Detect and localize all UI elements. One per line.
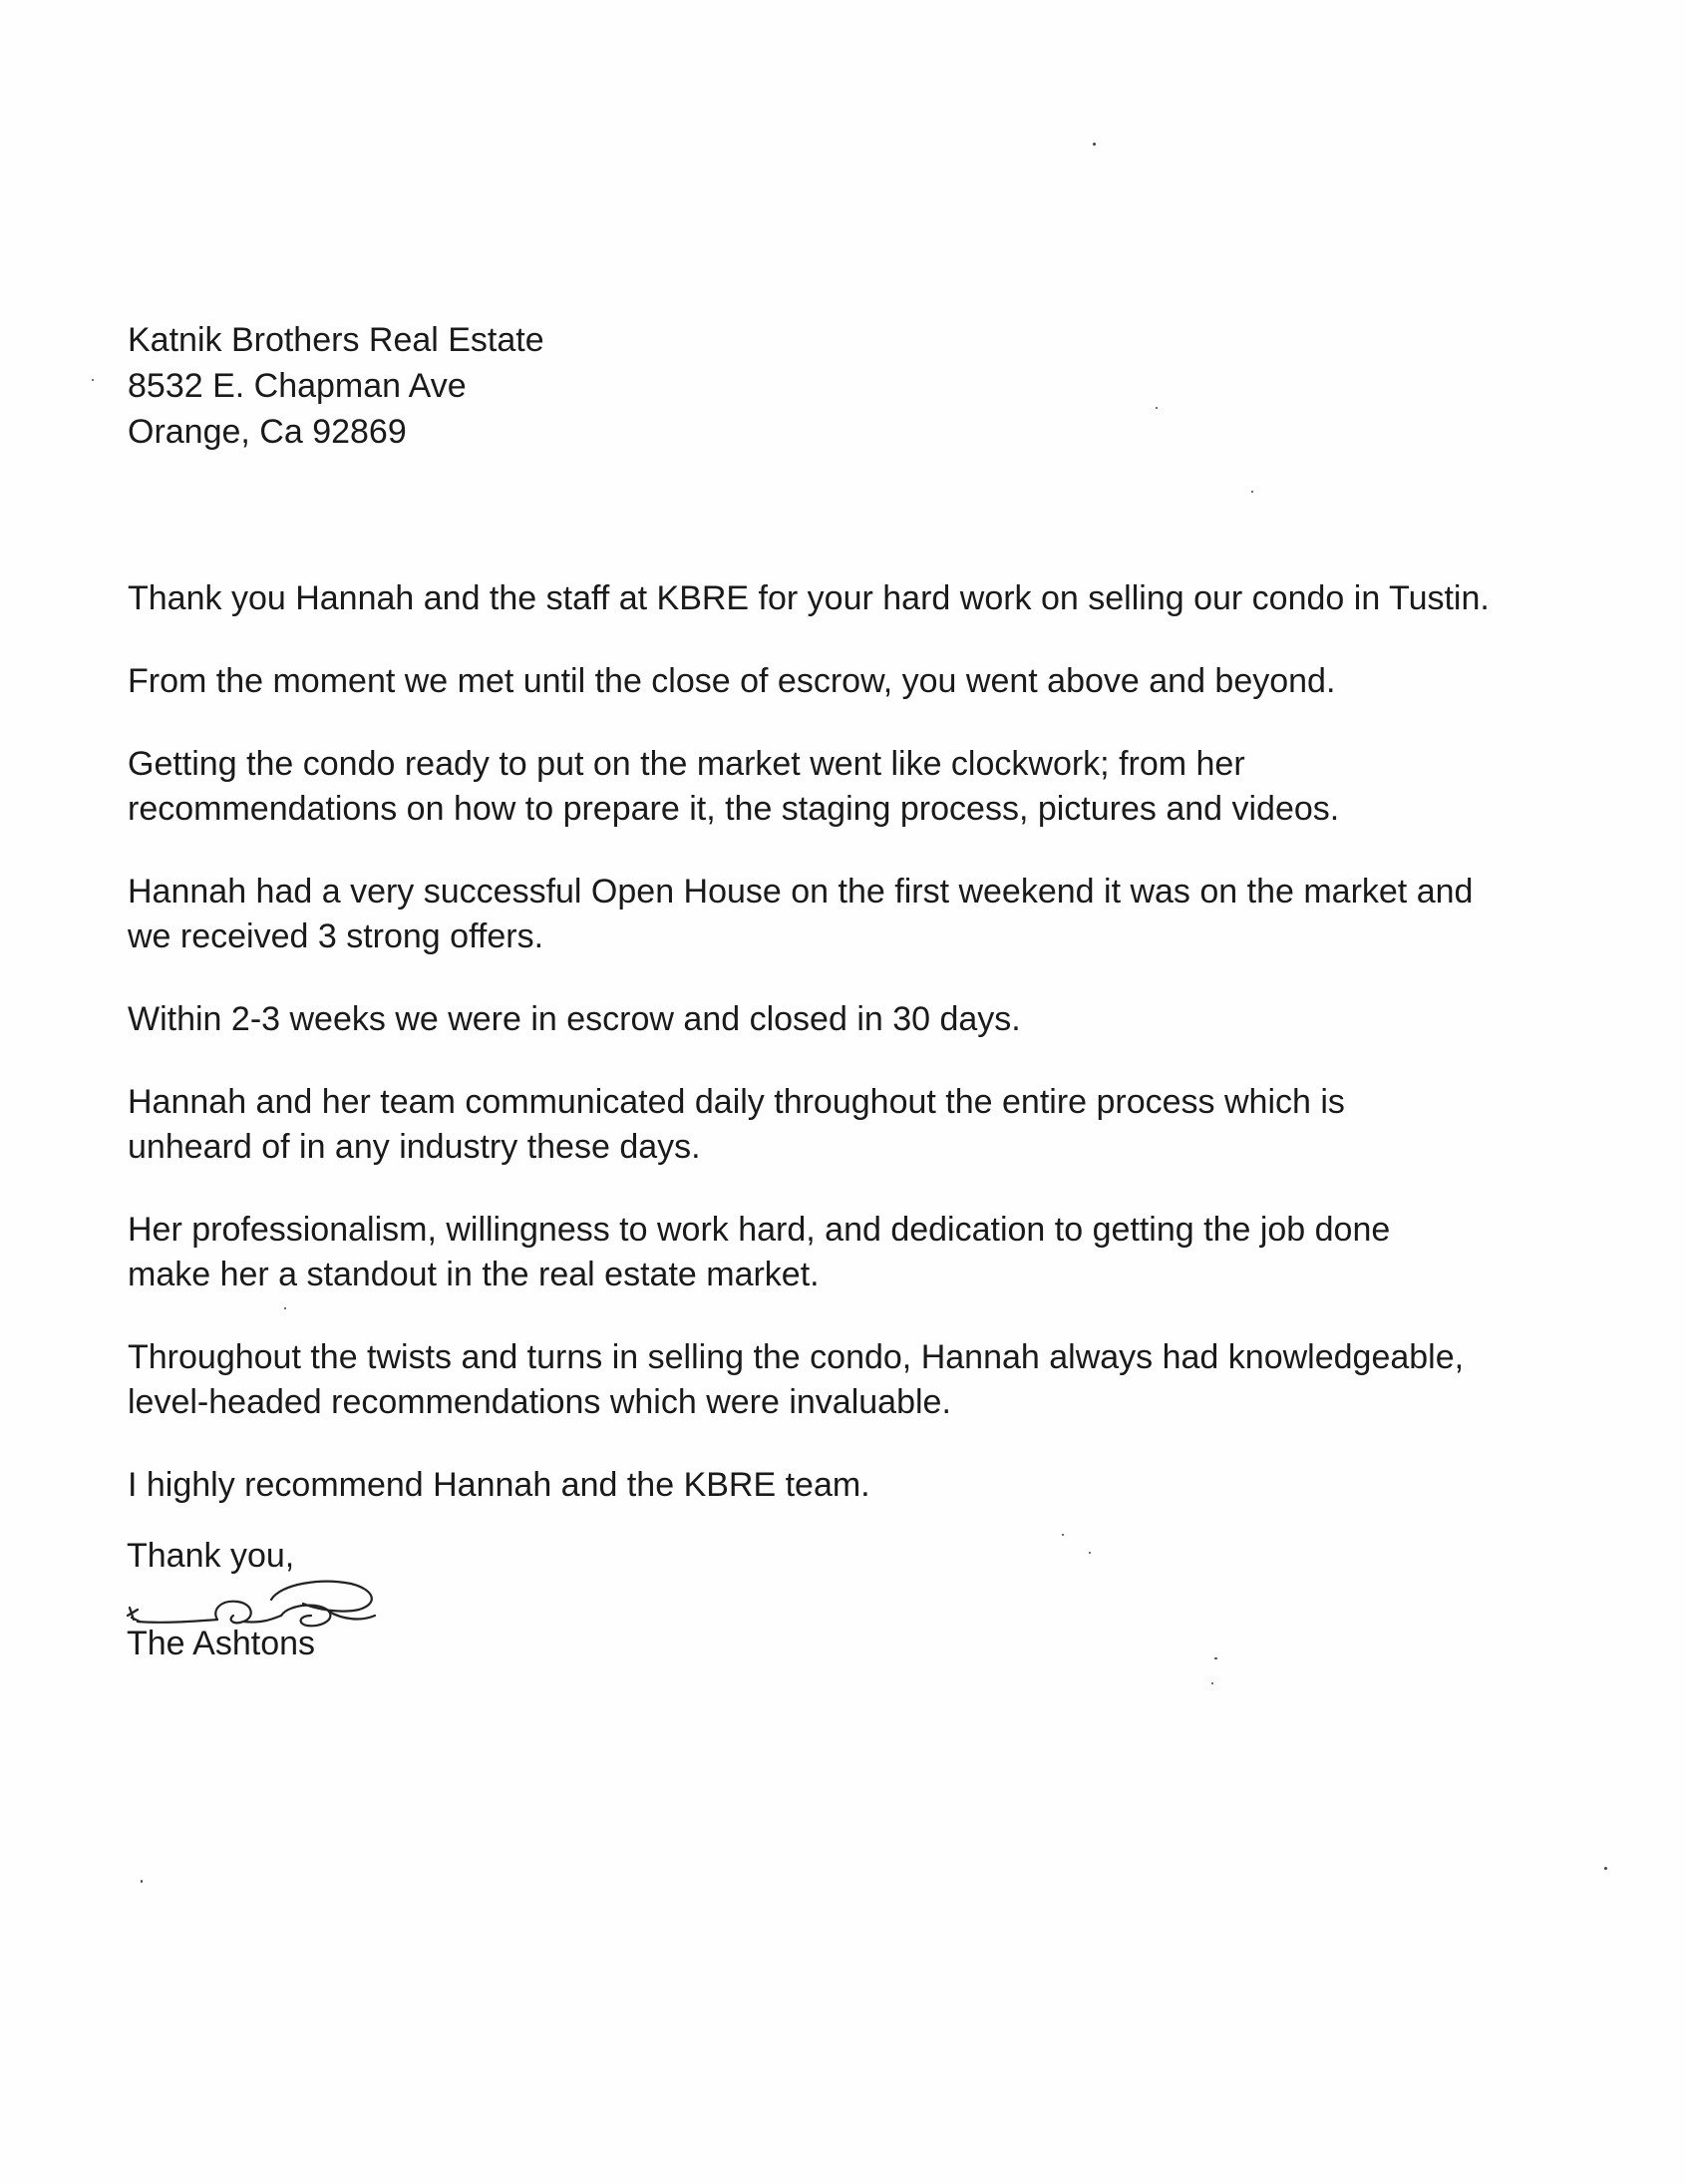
recipient-city-line: Orange, Ca 92869 xyxy=(128,413,407,451)
paragraph-line: Hannah had a very successful Open House on the first weekend it was on the market and xyxy=(128,873,1474,910)
paragraph-line: recommendations on how to prepare it, the staging process, pictures and videos. xyxy=(128,790,1340,828)
paragraph-3 xyxy=(128,742,1603,832)
paragraph-line: Thank you Hannah and the staff at KBRE for your hard work on selling our condo in Tustin. xyxy=(128,579,1490,617)
paragraph-9 xyxy=(128,1463,1603,1508)
scan-speck xyxy=(1214,1657,1217,1659)
scan-speck xyxy=(1062,1534,1064,1536)
letter-body xyxy=(128,576,1603,1546)
scan-speck xyxy=(1604,1867,1607,1870)
paragraph-line: Hannah and her team communicated daily throughout the entire process which is xyxy=(128,1083,1345,1121)
paragraph-line: unheard of in any industry these days. xyxy=(128,1128,701,1166)
recipient-street: 8532 E. Chapman Ave xyxy=(128,367,467,405)
scan-speck xyxy=(1089,1552,1091,1554)
paragraph-line: I highly recommend Hannah and the KBRE team. xyxy=(128,1466,870,1504)
scan-speck xyxy=(1156,407,1158,409)
paragraph-line: Within 2-3 weeks we were in escrow and closed in 30 days. xyxy=(128,1000,1021,1038)
paragraph-2 xyxy=(128,659,1603,704)
paragraph-8 xyxy=(128,1335,1603,1425)
scan-speck xyxy=(141,1880,143,1883)
paragraph-line: make her a standout in the real estate market. xyxy=(128,1256,820,1293)
paragraph-line: we received 3 strong offers. xyxy=(128,917,544,955)
scan-speck xyxy=(1093,143,1096,146)
paragraph-line: Her professionalism, willingness to work hard, and dedication to getting the job done xyxy=(128,1211,1391,1249)
scan-speck xyxy=(1251,491,1253,493)
scan-speck xyxy=(284,1307,286,1309)
recipient-address xyxy=(128,317,544,455)
paragraph-4 xyxy=(128,870,1603,959)
paragraph-line: Throughout the twists and turns in selling the condo, Hannah always had knowledgeable, xyxy=(128,1338,1465,1376)
scan-speck xyxy=(92,379,94,381)
scan-speck xyxy=(1211,1682,1213,1684)
paragraph-1 xyxy=(128,576,1603,621)
paragraph-6 xyxy=(128,1080,1603,1170)
signer-name: The Ashtons xyxy=(127,1625,316,1662)
paragraph-line: From the moment we met until the close of escrow, you went above and beyond. xyxy=(128,662,1336,700)
paragraph-line: Getting the condo ready to put on the market went like clockwork; from her xyxy=(128,745,1245,783)
paragraph-5 xyxy=(128,997,1603,1042)
closing-salutation: Thank you, xyxy=(127,1537,295,1575)
paragraph-line: level-headed recommendations which were invaluable. xyxy=(128,1383,951,1421)
recipient-name: Katnik Brothers Real Estate xyxy=(128,321,544,359)
paragraph-7 xyxy=(128,1208,1603,1297)
